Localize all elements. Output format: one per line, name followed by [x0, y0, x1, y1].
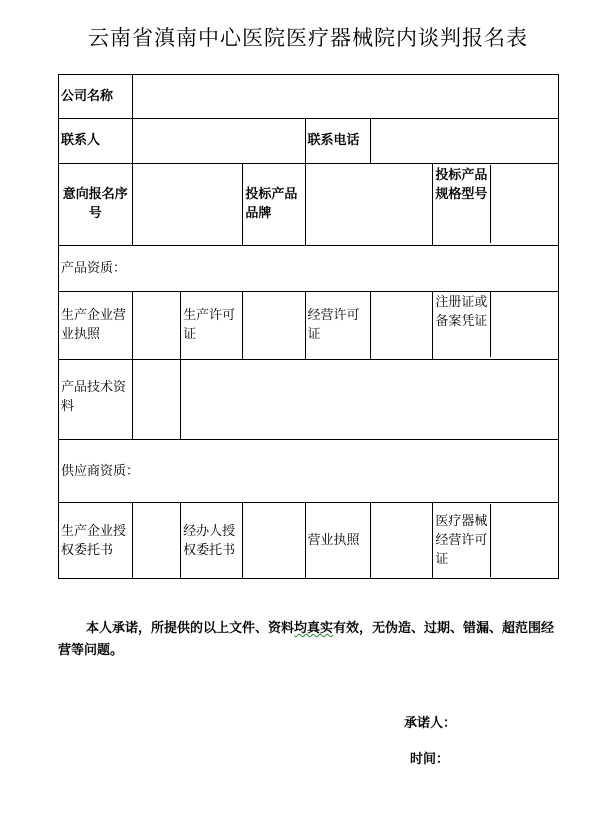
form-title: 云南省滇南中心医院医疗器械院内谈判报名表	[88, 26, 528, 50]
pledge-text-2: 有效，无伪造、过期、错漏、超范围经营等问题。	[58, 621, 555, 658]
prod-auth-label: 生产企业授权委托书	[59, 503, 133, 579]
product-qual-row	[59, 292, 559, 359]
mfg-permit-label: 生产许可证	[181, 292, 243, 359]
tech-docs-field[interactable]	[181, 359, 559, 439]
brand-field[interactable]	[305, 163, 433, 245]
agent-auth-field[interactable]	[243, 503, 305, 579]
supplier-qual-header: 供应商资质：	[59, 440, 559, 503]
device-op-permit-field[interactable]	[491, 504, 558, 577]
supplier-qual-row	[59, 503, 559, 579]
reg-cert-field[interactable]	[491, 292, 558, 357]
product-info-row	[59, 163, 559, 245]
company-row	[59, 75, 559, 119]
intent-seq-field[interactable]	[132, 163, 243, 245]
pledge-text-marked: 均真实	[294, 621, 334, 636]
registration-form-table	[58, 74, 559, 579]
supplier-qual-header-row	[59, 440, 559, 503]
product-qual-header-row	[59, 245, 559, 291]
contact-person-label: 联系人	[59, 119, 133, 163]
reg-cert-label: 注册证或备案凭证	[433, 292, 491, 357]
brand-label: 投标产品品牌	[243, 163, 305, 245]
contact-phone-label: 联系电话	[305, 119, 371, 163]
product-qual-header: 产品资质：	[59, 245, 559, 291]
company-name-label: 公司名称	[59, 75, 133, 119]
spec-label: 投标产品规格型号	[433, 165, 491, 243]
promisor-label: 承诺人：	[404, 716, 457, 731]
contact-phone-field[interactable]	[371, 119, 559, 163]
pledge-statement	[58, 618, 564, 662]
tech-docs-check-field[interactable]	[132, 359, 181, 439]
intent-seq-label: 意向报名序号	[59, 163, 133, 245]
spec-field[interactable]	[491, 165, 558, 243]
device-op-permit-label: 医疗器械经营许可证	[433, 504, 491, 577]
biz-license-field[interactable]	[371, 503, 433, 579]
op-permit-label: 经营许可证	[305, 292, 371, 359]
pledge-text-1: 本人承诺，所提供的以上文件、资料	[86, 621, 295, 636]
company-name-field[interactable]	[132, 75, 558, 119]
op-permit-field[interactable]	[371, 292, 433, 359]
mfg-permit-field[interactable]	[243, 292, 305, 359]
contact-row	[59, 119, 559, 163]
spec-cell	[433, 163, 559, 245]
prod-auth-field[interactable]	[132, 503, 181, 579]
time-label: 时间：	[410, 752, 450, 767]
tech-docs-label: 产品技术资料	[59, 359, 133, 439]
prod-license-label: 生产企业营业执照	[59, 292, 133, 359]
prod-license-field[interactable]	[132, 292, 181, 359]
reg-cert-cell	[433, 292, 559, 359]
device-op-permit-cell	[433, 503, 559, 579]
biz-license-label: 营业执照	[305, 503, 371, 579]
agent-auth-label: 经办人授权委托书	[181, 503, 243, 579]
contact-person-field[interactable]	[132, 119, 305, 163]
tech-docs-row	[59, 359, 559, 439]
